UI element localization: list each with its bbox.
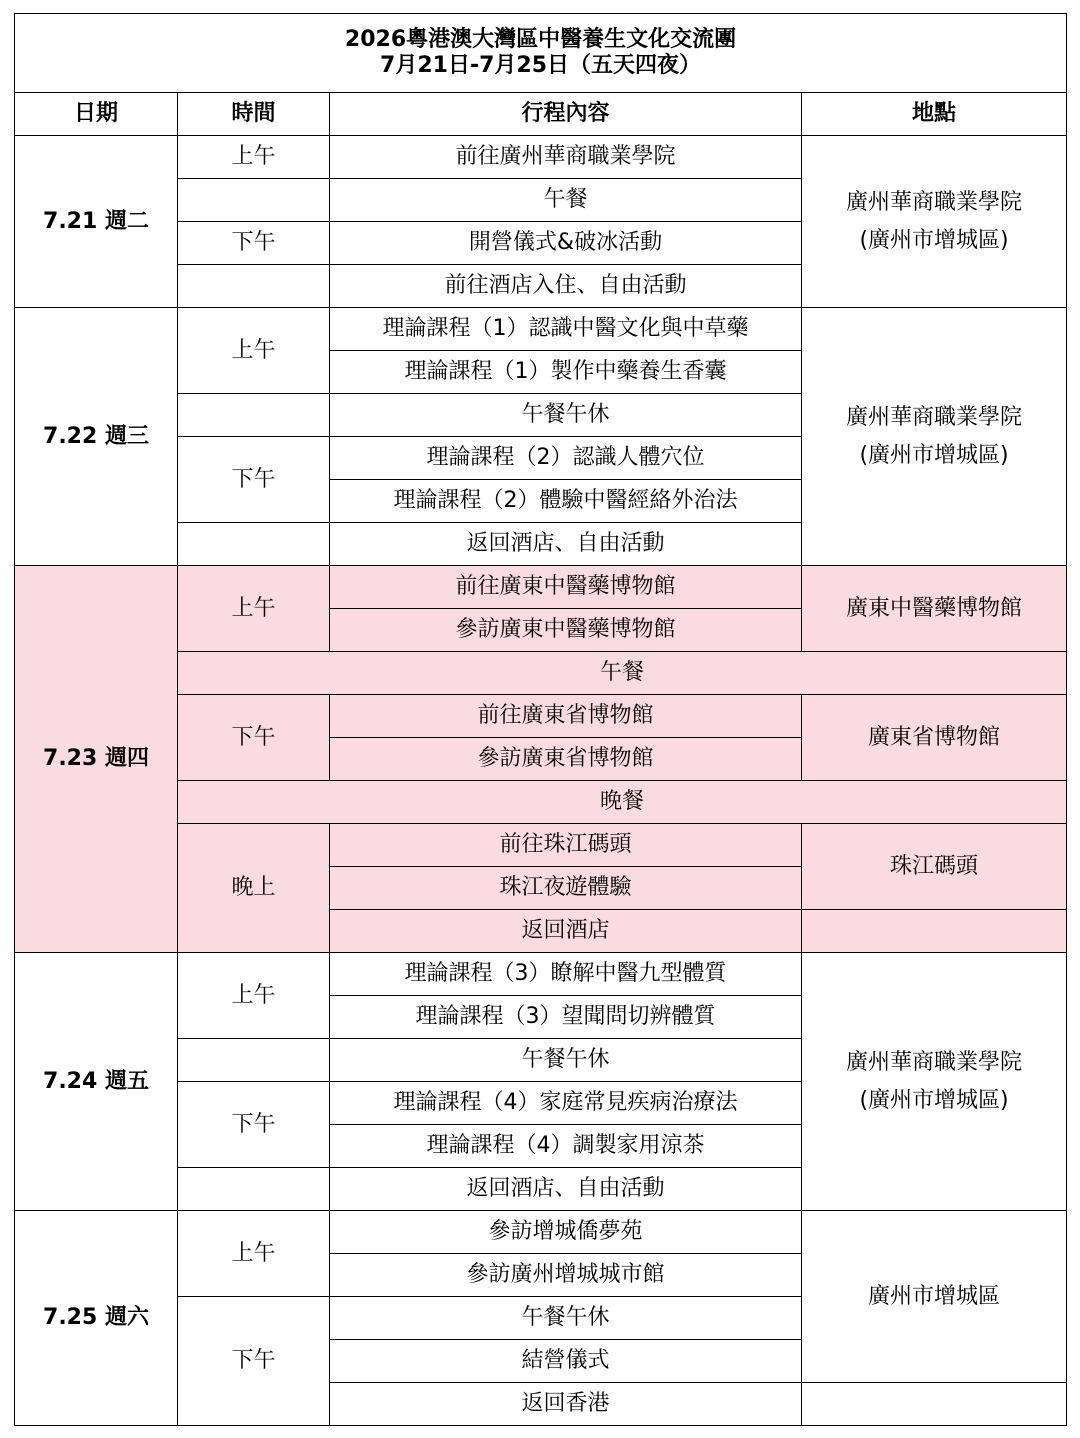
time-slot: 下午 bbox=[178, 695, 330, 781]
activity: 前往廣東中醫藥博物館 bbox=[330, 566, 802, 609]
itinerary-table bbox=[14, 13, 1067, 1426]
activity: 理論課程（4）家庭常見疾病治療法 bbox=[330, 1082, 802, 1125]
subtitle-line: 7月21日-7月25日（五天四夜） bbox=[380, 53, 702, 78]
activity: 返回酒店、自由活動 bbox=[330, 523, 802, 566]
table-row bbox=[15, 136, 1067, 179]
activity: 參訪廣東省博物館 bbox=[330, 738, 802, 781]
meal-row: 午餐 bbox=[178, 652, 1067, 695]
activity: 參訪廣東中醫藥博物館 bbox=[330, 609, 802, 652]
activity: 珠江夜遊體驗 bbox=[330, 867, 802, 910]
time-slot: 上午 bbox=[178, 566, 330, 652]
location-district: (廣州市增城區) bbox=[859, 1087, 1009, 1113]
activity: 前往珠江碼頭 bbox=[330, 824, 802, 867]
day-date: 7.22 週三 bbox=[15, 308, 178, 566]
time-slot bbox=[178, 265, 330, 308]
location-district: (廣州市增城區) bbox=[859, 227, 1009, 253]
time-slot: 下午 bbox=[178, 222, 330, 265]
header-date: 日期 bbox=[15, 93, 178, 136]
day-date: 7.23 週四 bbox=[15, 566, 178, 953]
activity: 理論課程（2）體驗中醫經絡外治法 bbox=[330, 480, 802, 523]
location-name: 廣州華商職業學院 bbox=[846, 404, 1023, 430]
location-cell bbox=[802, 1211, 1067, 1383]
table-row bbox=[15, 1211, 1067, 1254]
time-slot: 下午 bbox=[178, 437, 330, 523]
header-time: 時間 bbox=[178, 93, 330, 136]
activity: 理論課程（2）認識人體穴位 bbox=[330, 437, 802, 480]
location-name: 廣州華商職業學院 bbox=[846, 189, 1023, 215]
activity: 返回酒店 bbox=[330, 910, 802, 953]
location-cell-empty bbox=[802, 910, 1067, 953]
activity: 理論課程（1）製作中藥養生香囊 bbox=[330, 351, 802, 394]
header-row bbox=[15, 93, 1067, 136]
activity: 理論課程（3）瞭解中醫九型體質 bbox=[330, 953, 802, 996]
time-slot bbox=[178, 1039, 330, 1082]
activity: 返回酒店、自由活動 bbox=[330, 1168, 802, 1211]
activity: 理論課程（1）認識中醫文化與中草藥 bbox=[330, 308, 802, 351]
time-slot: 上午 bbox=[178, 953, 330, 1039]
table-row bbox=[15, 566, 1067, 609]
day-date: 7.24 週五 bbox=[15, 953, 178, 1211]
location-name: 廣州市增城區 bbox=[868, 1283, 1001, 1309]
time-slot: 上午 bbox=[178, 308, 330, 394]
activity: 前往廣州華商職業學院 bbox=[330, 136, 802, 179]
table-row bbox=[15, 953, 1067, 996]
location-cell bbox=[802, 308, 1067, 566]
header-location: 地點 bbox=[802, 93, 1067, 136]
activity: 午餐午休 bbox=[330, 1297, 802, 1340]
meal-row: 晚餐 bbox=[178, 781, 1067, 824]
activity: 返回香港 bbox=[330, 1383, 802, 1426]
activity: 理論課程（3）望聞問切辨體質 bbox=[330, 996, 802, 1039]
header-content: 行程內容 bbox=[330, 93, 802, 136]
table-title bbox=[15, 14, 1067, 93]
title-line: 2026粵港澳大灣區中醫養生文化交流團 bbox=[344, 27, 737, 52]
time-slot: 下午 bbox=[178, 1297, 330, 1426]
time-slot bbox=[178, 179, 330, 222]
activity: 參訪廣州增城城市館 bbox=[330, 1254, 802, 1297]
location-name: 廣州華商職業學院 bbox=[846, 1049, 1023, 1075]
activity: 午餐午休 bbox=[330, 394, 802, 437]
activity: 午餐午休 bbox=[330, 1039, 802, 1082]
table-row bbox=[15, 308, 1067, 351]
location-cell: 珠江碼頭 bbox=[802, 824, 1067, 910]
time-slot bbox=[178, 394, 330, 437]
time-slot: 晚上 bbox=[178, 824, 330, 953]
location-cell: 廣東中醫藥博物館 bbox=[802, 566, 1067, 652]
activity: 理論課程（4）調製家用涼茶 bbox=[330, 1125, 802, 1168]
activity: 前往酒店入住、自由活動 bbox=[330, 265, 802, 308]
activity: 午餐 bbox=[330, 179, 802, 222]
time-slot: 下午 bbox=[178, 1082, 330, 1168]
day-date: 7.25 週六 bbox=[15, 1211, 178, 1426]
time-slot bbox=[178, 523, 330, 566]
time-slot: 上午 bbox=[178, 136, 330, 179]
location-cell bbox=[802, 953, 1067, 1211]
day-date: 7.21 週二 bbox=[15, 136, 178, 308]
activity: 前往廣東省博物館 bbox=[330, 695, 802, 738]
location-cell bbox=[802, 136, 1067, 308]
time-slot: 上午 bbox=[178, 1211, 330, 1297]
activity: 結營儀式 bbox=[330, 1340, 802, 1383]
location-district: (廣州市增城區) bbox=[859, 442, 1009, 468]
time-slot bbox=[178, 1168, 330, 1211]
location-cell: 廣東省博物館 bbox=[802, 695, 1067, 781]
activity: 開營儀式&破冰活動 bbox=[330, 222, 802, 265]
location-cell-empty bbox=[802, 1383, 1067, 1426]
activity: 參訪增城僑夢苑 bbox=[330, 1211, 802, 1254]
